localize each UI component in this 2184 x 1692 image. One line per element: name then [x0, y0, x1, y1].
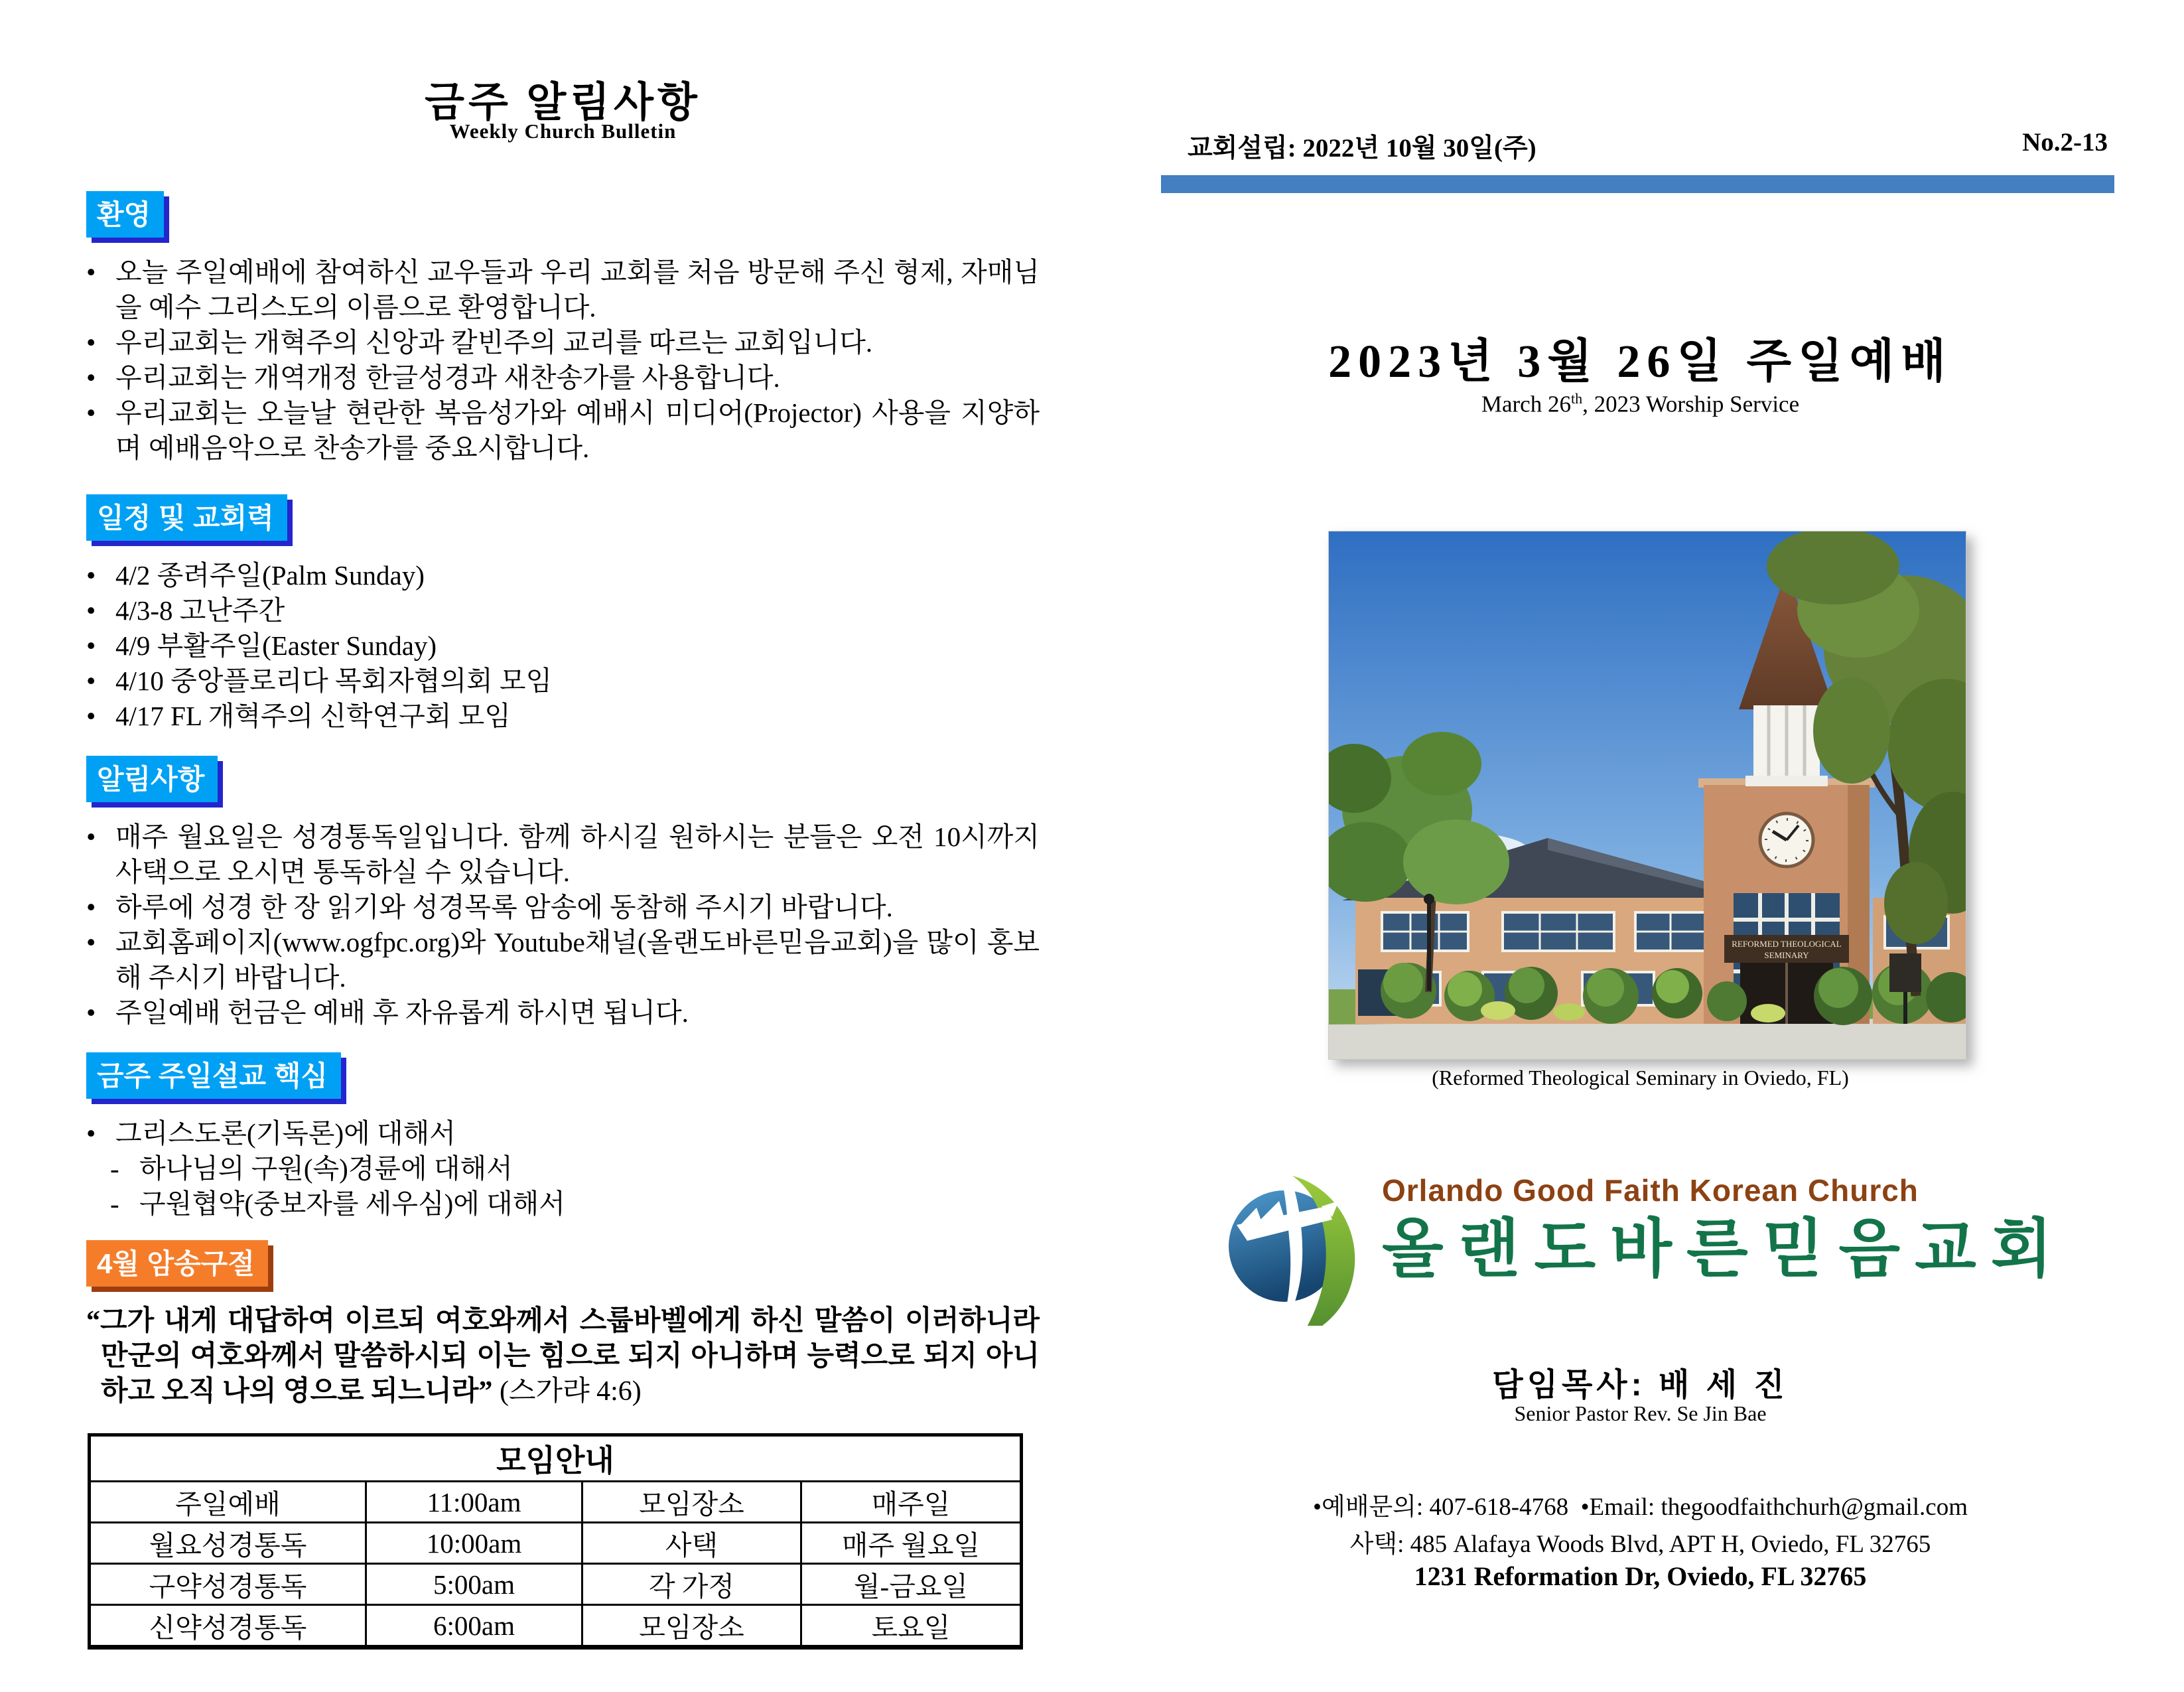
cell-meeting-name: 월요성경통독 [90, 1523, 366, 1564]
bullet-icon: • [86, 666, 96, 696]
list-item-text: 구원협약(중보자를 세우심)에 대해서 [139, 1188, 565, 1219]
list-item-text: 4/10 중앙플로리다 목회자협의회 모임 [115, 666, 553, 696]
list-item-text: 4/9 부활주일(Easter Sunday) [115, 630, 437, 661]
list-item [86, 925, 1040, 995]
pastor-name-english: Senior Pastor Rev. Se Jin Bae [1514, 1401, 1767, 1425]
list-item [86, 395, 1040, 466]
section-header-verse: 4월 암송구절 [86, 1240, 268, 1287]
left-page [86, 0, 1040, 1692]
section-header-notices: 알림사항 [86, 756, 218, 802]
section-welcome [86, 191, 1040, 466]
list-item [86, 995, 1040, 1030]
dash-icon: - [110, 1188, 119, 1219]
bullet-icon: • [86, 560, 96, 591]
cell-meeting-name: 주일예배 [90, 1482, 366, 1523]
bullet-icon: • [86, 257, 96, 287]
cell-meeting-time: 6:00am [366, 1605, 582, 1648]
table-row [90, 1482, 1022, 1523]
building-sign-line2: SEMINARY [1764, 950, 1809, 960]
section-header-schedule: 일정 및 교회력 [86, 494, 287, 541]
cell-meeting-place: 각 가정 [582, 1564, 801, 1605]
cell-meeting-time: 5:00am [366, 1564, 582, 1605]
list-item [86, 1116, 1040, 1151]
list-item [86, 360, 1040, 395]
cell-meeting-time: 10:00am [366, 1523, 582, 1564]
right-page [1161, 0, 2120, 1692]
list-item-text: 4/17 FL 개혁주의 신학연구회 모임 [115, 701, 511, 731]
section-sermon [86, 1052, 1040, 1222]
cell-meeting-name: 구약성경통독 [90, 1564, 366, 1605]
subtitle-rest: , 2023 Worship Service [1582, 391, 1800, 417]
cell-meeting-time: 11:00am [366, 1482, 582, 1523]
subtitle-date: March 26 [1481, 391, 1571, 417]
list-item-text: 4/2 종려주일(Palm Sunday) [115, 560, 425, 591]
bullet-icon: • [86, 595, 96, 626]
table-row [90, 1605, 1022, 1648]
bullet-icon: • [86, 630, 96, 661]
bullet-icon: • [86, 397, 96, 428]
page-title: 금주 알림사항 [425, 80, 701, 125]
list-item [86, 558, 1040, 593]
page-subtitle: Weekly Church Bulletin [449, 119, 677, 143]
cell-meeting-day: 토요일 [801, 1605, 1022, 1648]
building-sign-line1: REFORMED THEOLOGICAL [1732, 939, 1842, 949]
list-item [86, 255, 1040, 325]
pastor-name-korean: 담임목사: 배 세 진 [1492, 1368, 1789, 1403]
bullet-icon: • [86, 327, 96, 358]
notices-list [86, 819, 1040, 1030]
church-name-english: Orlando Good Faith Korean Church [1382, 1173, 1919, 1208]
list-item-text: 교회홈페이지(www.ogfpc.org)와 Youtube채널(올랜도바른믿음교회)을 많이 홍보해 주시기 바랍니다. [115, 927, 1040, 993]
welcome-list [86, 255, 1040, 466]
section-notices [86, 756, 1040, 1030]
list-item-text: 오늘 주일예배에 참여하신 교우들과 우리 교회를 처음 방문해 주신 형제, 자매님을 예수 그리스도의 이름으로 환영합니다. [115, 257, 1040, 322]
bullet-icon: • [86, 892, 96, 922]
table-row [90, 1564, 1022, 1605]
cell-meeting-place: 모임장소 [582, 1605, 801, 1648]
list-item-text: 주일예배 헌금은 예배 후 자유롭게 하시면 됩니다. [115, 997, 689, 1028]
bullet-icon: • [86, 701, 96, 731]
list-item-text: 우리교회는 개역개정 한글성경과 새찬송가를 사용합니다. [115, 362, 780, 393]
bullet-icon: • [86, 362, 96, 393]
section-header-sermon: 금주 주일설교 핵심 [86, 1052, 341, 1099]
list-item-text: 그리스도론(기독론)에 대해서 [115, 1118, 456, 1149]
section-verse [86, 1240, 1040, 1409]
list-item-text: 하루에 성경 한 장 읽기와 성경목록 암송에 동참해 주시기 바랍니다. [115, 892, 893, 922]
list-item [86, 890, 1040, 925]
section-header-welcome: 환영 [86, 191, 164, 238]
church-founded-date: 교회설립: 2022년 10월 30일(주) [1188, 134, 1536, 163]
list-item-text: 우리교회는 개혁주의 신앙과 칼빈주의 교리를 따르는 교회입니다. [115, 327, 873, 358]
contact-church-address: 1231 Reformation Dr, Oviedo, FL 32765 [1414, 1561, 1867, 1591]
table-row [90, 1523, 1022, 1564]
contact-phone-email: •예배문의: 407-618-4768 •Email: thegoodfaithchurh@gmail.com [1313, 1494, 1968, 1521]
cell-meeting-day: 매주일 [801, 1482, 1022, 1523]
meetings-table [88, 1433, 1023, 1650]
table-title-row [90, 1435, 1022, 1482]
cell-meeting-name: 신약성경통독 [90, 1605, 366, 1648]
bullet-icon: • [86, 821, 96, 852]
list-item [86, 593, 1040, 628]
section-schedule [86, 494, 1040, 734]
list-item-text: 4/3-8 고난주간 [115, 595, 285, 626]
schedule-list [86, 558, 1040, 734]
church-logo-icon [1227, 1166, 1363, 1326]
service-subtitle [1161, 390, 2120, 418]
list-item [86, 1186, 1040, 1222]
cell-meeting-day: 월-금요일 [801, 1564, 1022, 1605]
sermon-list [86, 1116, 1040, 1222]
bullet-icon: • [86, 1118, 96, 1149]
church-identity [1227, 1166, 2067, 1326]
list-item-text: 우리교회는 오늘날 현란한 복음성가와 예배시 미디어(Projector) 사용을 지양하며 예배음악으로 찬송가를 중요시합니다. [115, 397, 1040, 463]
contact-parsonage-address: 사택: 485 Alafaya Woods Blvd, APT H, Oviedo, FL 32765 [1349, 1531, 1931, 1558]
list-item [86, 664, 1040, 699]
bullet-icon: • [86, 927, 96, 957]
list-item [86, 1151, 1040, 1186]
list-item-text: 매주 월요일은 성경통독일입니다. 함께 하시길 원하시는 분들은 오전 10시까지 사택으로 오시면 통독하실 수 있습니다. [115, 821, 1040, 887]
bullet-icon: • [86, 997, 96, 1028]
list-item [86, 819, 1040, 890]
dash-icon: - [110, 1153, 119, 1184]
bulletin-number: No.2-13 [2022, 128, 2108, 157]
verse-reference: (스가랴 4:6) [499, 1376, 642, 1407]
list-item [86, 628, 1040, 664]
list-item-text: 하나님의 구원(속)경륜에 대해서 [139, 1153, 513, 1184]
photo-caption: (Reformed Theological Seminary in Oviedo, FL) [1432, 1066, 1849, 1090]
service-title: 2023년 3월 26일 주일예배 [1328, 336, 1952, 388]
church-name-korean: 올랜도바른믿음교회 [1382, 1214, 2067, 1285]
memory-verse [86, 1304, 1040, 1409]
church-name-block [1382, 1166, 2067, 1290]
church-photo [1328, 531, 1966, 1060]
list-item [86, 699, 1040, 734]
verse-text: “그가 내게 대답하여 이르되 여호와께서 스룹바벨에게 하신 말씀이 이러하니라 만군의 여호와께서 말씀하시되 이는 힘으로 되지 아니하며 능력으로 되지 아니하고 오직 나의 영으로 되느니라” [86, 1306, 1040, 1407]
table-title: 모임안내 [90, 1435, 1022, 1482]
list-item [86, 325, 1040, 360]
cell-meeting-place: 모임장소 [582, 1482, 801, 1523]
cell-meeting-day: 매주 월요일 [801, 1523, 1022, 1564]
cell-meeting-place: 사택 [582, 1523, 801, 1564]
header-divider-bar [1161, 175, 2114, 193]
right-header [1161, 127, 2120, 165]
church-photo-illustration [1329, 531, 1966, 1059]
subtitle-ordinal: th [1570, 390, 1583, 407]
